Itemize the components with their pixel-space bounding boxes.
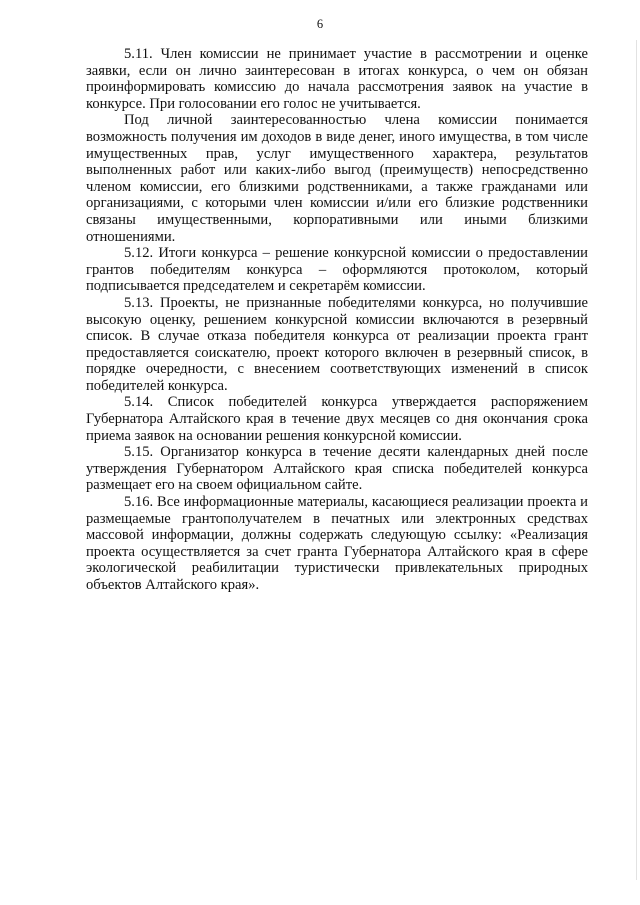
- scan-edge-line: [636, 40, 637, 880]
- paragraph-5-15: 5.15. Организатор конкурса в течение десяти календарных дней после утверждения Губернатором Алтайского края списка победителей конкурса размещает его на своем официальном сайте.: [86, 444, 588, 494]
- paragraph-5-14: 5.14. Список победителей конкурса утверждается распоряжением Губернатора Алтайского края в течение двух месяцев со дня окончания срока приема заявок на основании решения конкурсной комиссии.: [86, 394, 588, 444]
- page-number: 6: [316, 17, 324, 31]
- paragraph-5-11: 5.11. Член комиссии не принимает участие в рассмотрении и оценке заявки, если он лично заинтересован в итогах конкурса, о чем он обязан проинформировать комиссию до начала рассмотрения заявок на участие в конкурсе. При голосовании его голос не учитывается.: [86, 46, 588, 112]
- paragraph-personal-interest: Под личной заинтересованностью члена комиссии понимается возможность получения им доходов в виде денег, иного имущества, в том числе имущественных прав, услуг имущественного характера, результатов выполненных работ или каких-либо выгод (преимуществ) непосредственно членом комиссии, его близкими родственниками, а также гражданами или организациями, с которыми член комиссии и/или его близкие родственники связаны имущественными, корпоративными или иными близкими отношениями.: [86, 112, 588, 245]
- document-body: [86, 46, 588, 594]
- paragraph-5-12: 5.12. Итоги конкурса – решение конкурсной комиссии о предоставлении грантов победителям конкурса – оформляются протоколом, который подписывается председателем и секретарём комиссии.: [86, 245, 588, 295]
- paragraph-5-16: 5.16. Все информационные материалы, касающиеся реализации проекта и размещаемые грантополучателем в печатных или электронных средствах массовой информации, должны содержать следующую ссылку: «Реализация проекта осуществляется за счет гранта Губернатора Алтайского края в сфере экологической реабилитации туристически привлекательных природных объектов Алтайского края».: [86, 494, 588, 593]
- paragraph-5-13: 5.13. Проекты, не признанные победителями конкурса, но получившие высокую оценку, решением конкурсной комиссии включаются в резервный список. В случае отказа победителя конкурса от реализации проекта грант предоставляется соискателю, проект которого включен в резервный список, в порядке очередности, с внесением соответствующих изменений в список победителей конкурса.: [86, 294, 588, 394]
